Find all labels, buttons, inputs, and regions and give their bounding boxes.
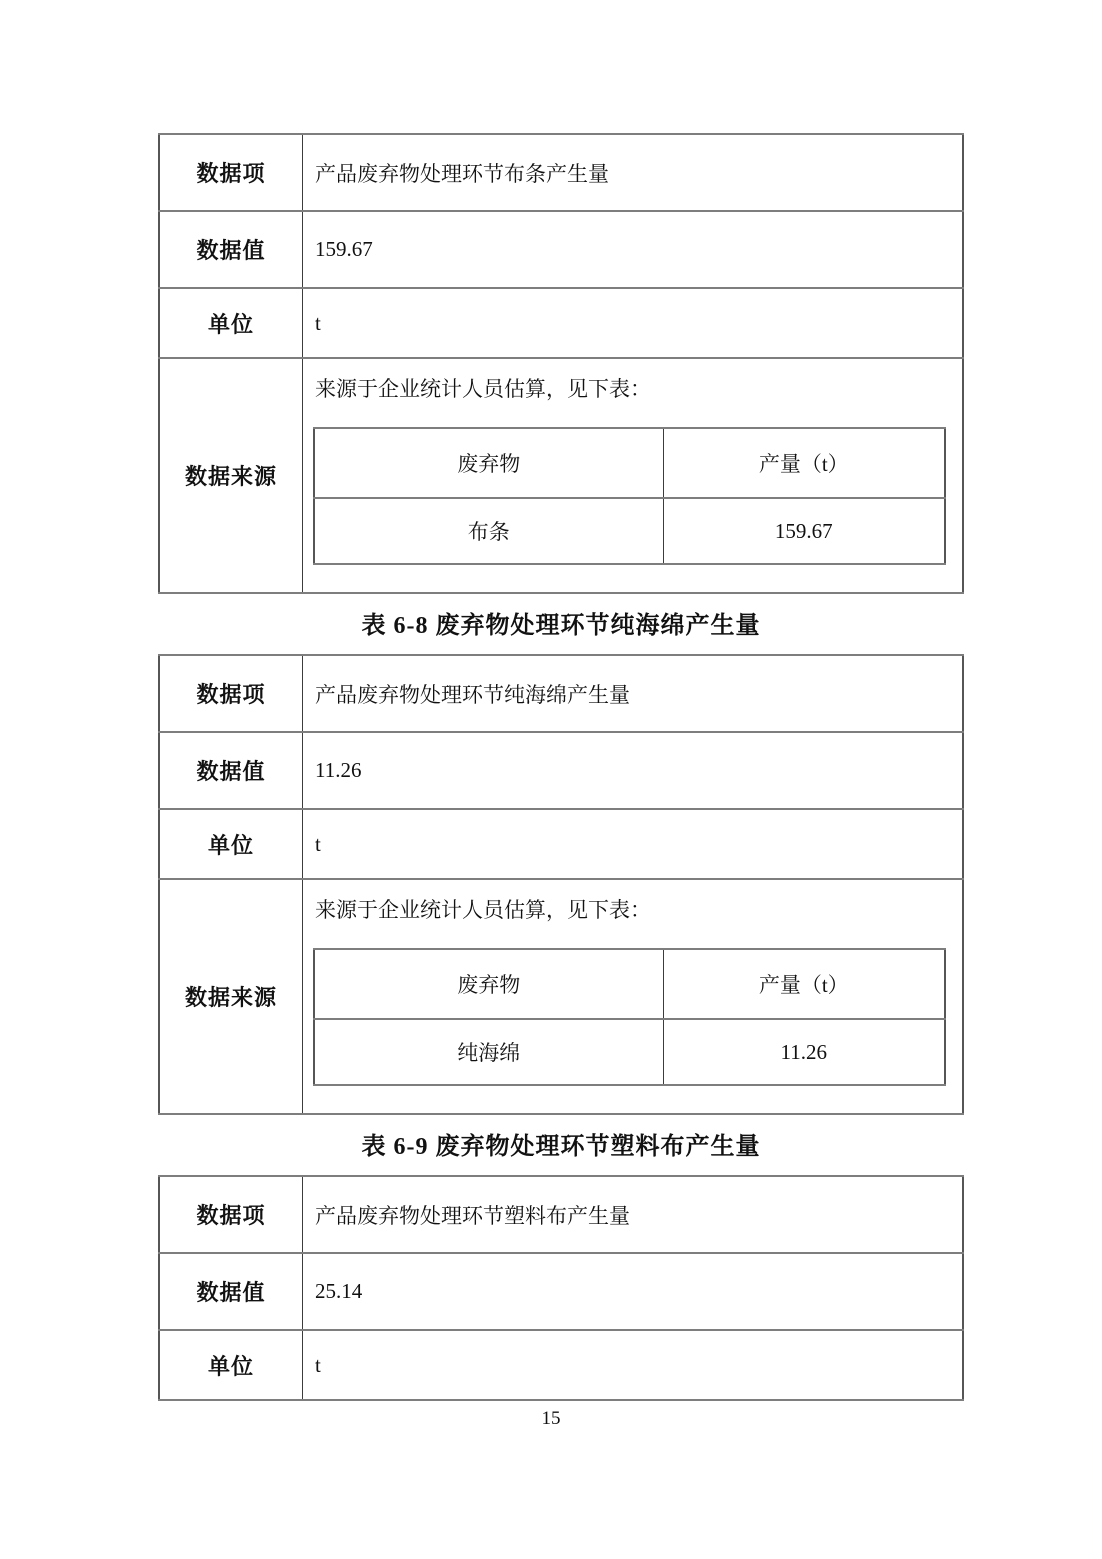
data-value-value: 25.14 xyxy=(303,1253,964,1330)
table-row xyxy=(159,1330,963,1400)
table-row xyxy=(159,358,963,593)
inner-waste-name: 纯海绵 xyxy=(314,1019,663,1085)
data-value-label: 数据值 xyxy=(159,732,303,809)
unit-label: 单位 xyxy=(159,809,303,879)
inner-table xyxy=(313,427,946,565)
data-table-bujiao xyxy=(158,133,964,594)
data-item-value: 产品废弃物处理环节塑料布产生量 xyxy=(303,1176,964,1253)
data-table-suliaobu xyxy=(158,1175,964,1401)
table-row xyxy=(159,134,963,211)
unit-value: t xyxy=(303,809,964,879)
table-row xyxy=(159,732,963,809)
table-row xyxy=(159,879,963,1114)
data-item-label: 数据项 xyxy=(159,1176,303,1253)
inner-header-row xyxy=(314,428,945,498)
data-value-value: 159.67 xyxy=(303,211,964,288)
inner-header-output: 产量（t） xyxy=(663,949,945,1019)
inner-table xyxy=(313,948,946,1086)
table-row xyxy=(159,288,963,358)
inner-header-waste: 废弃物 xyxy=(314,949,663,1019)
inner-waste-output: 11.26 xyxy=(663,1019,945,1085)
inner-data-row xyxy=(314,1019,945,1085)
data-source-label: 数据来源 xyxy=(159,879,303,1114)
data-table-chunhaimian xyxy=(158,654,964,1115)
page-content xyxy=(158,133,964,1401)
data-source-cell xyxy=(303,358,964,593)
table-row xyxy=(159,809,963,879)
caption-table-6-8: 表 6-8 废弃物处理环节纯海绵产生量 xyxy=(361,613,761,639)
unit-value: t xyxy=(303,288,964,358)
data-item-value: 产品废弃物处理环节布条产生量 xyxy=(303,134,964,211)
inner-header-waste: 废弃物 xyxy=(314,428,663,498)
caption-table-6-9: 表 6-9 废弃物处理环节塑料布产生量 xyxy=(361,1134,761,1160)
source-note: 来源于企业统计人员估算，见下表： xyxy=(315,377,651,401)
data-value-label: 数据值 xyxy=(159,211,303,288)
table-row xyxy=(159,211,963,288)
source-note: 来源于企业统计人员估算，见下表： xyxy=(315,898,651,922)
inner-header-row xyxy=(314,949,945,1019)
page-number: 15 xyxy=(541,1408,561,1429)
unit-label: 单位 xyxy=(159,288,303,358)
data-value-value: 11.26 xyxy=(303,732,964,809)
inner-data-row xyxy=(314,498,945,564)
inner-waste-name: 布条 xyxy=(314,498,663,564)
data-item-label: 数据项 xyxy=(159,655,303,732)
data-source-label: 数据来源 xyxy=(159,358,303,593)
table-row xyxy=(159,1176,963,1253)
data-item-label: 数据项 xyxy=(159,134,303,211)
unit-value: t xyxy=(303,1330,964,1400)
unit-label: 单位 xyxy=(159,1330,303,1400)
table-row xyxy=(159,1253,963,1330)
data-value-label: 数据值 xyxy=(159,1253,303,1330)
inner-header-output: 产量（t） xyxy=(663,428,945,498)
data-source-cell xyxy=(303,879,964,1114)
table-row xyxy=(159,655,963,732)
inner-waste-output: 159.67 xyxy=(663,498,945,564)
data-item-value: 产品废弃物处理环节纯海绵产生量 xyxy=(303,655,964,732)
